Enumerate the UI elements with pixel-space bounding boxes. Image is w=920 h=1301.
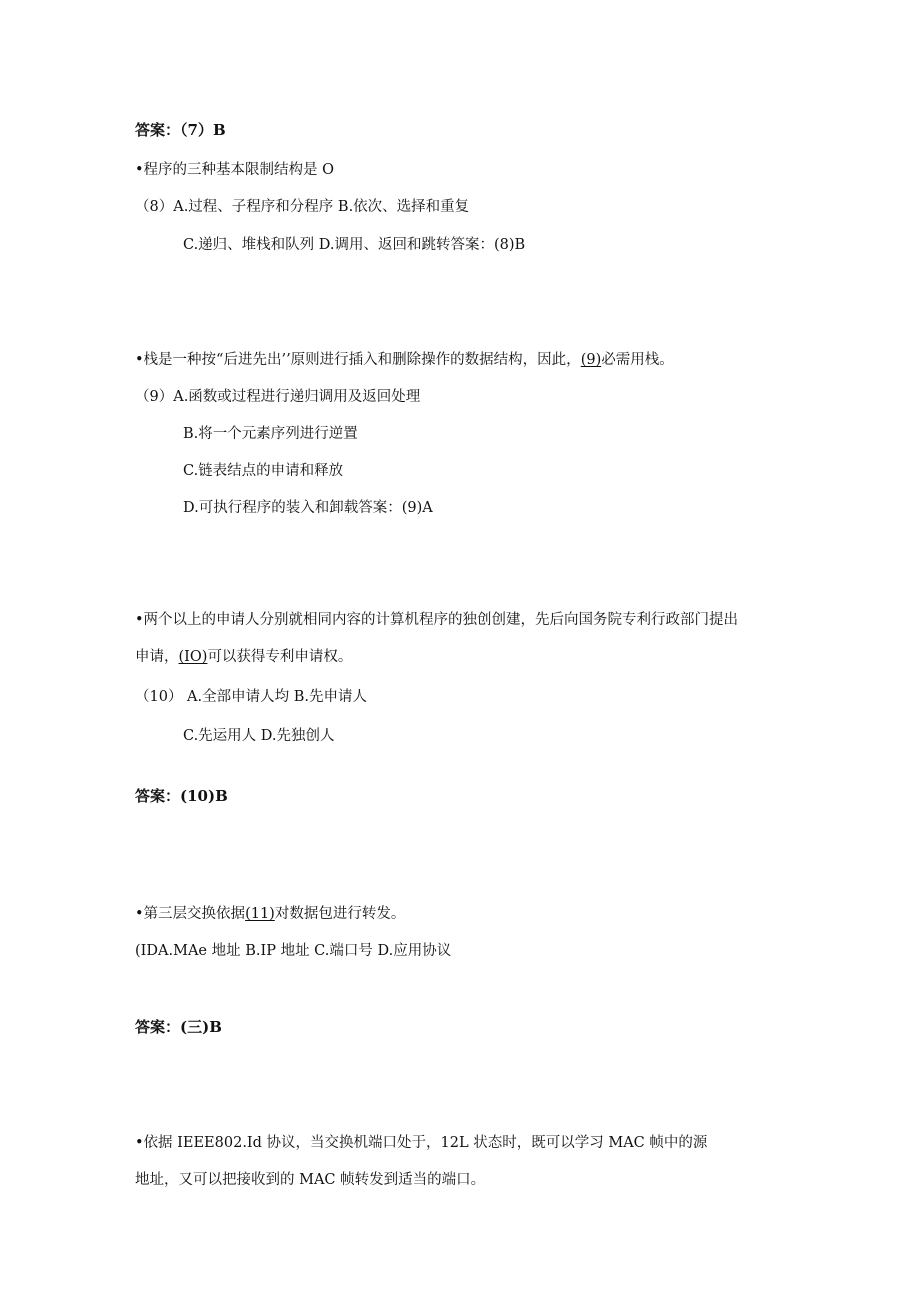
question-10-stem-line2 [135, 648, 352, 666]
question-8-options-line2: C.递归、堆栈和队列 D.调用、返回和跳转答案：(8)B [183, 237, 526, 253]
question-10-blank: (IO) [178, 649, 208, 665]
question-11-stem-text: •第三层交换依据 [135, 906, 246, 922]
question-9-option-a: （9）A.函数或过程进行递归调用及返回处理 [135, 389, 421, 405]
answer-7: 答案：（7）B [135, 121, 226, 139]
question-10-stem-line1: •两个以上的申请人分别就相同内容的计算机程序的独创创建，先后向国务院专利行政部门提出 [135, 612, 739, 628]
question-11-options: (IDA.MAe 地址 B.IP 地址 C.端口号 D.应用协议 [135, 943, 452, 959]
question-8-options-line1: （8）A.过程、子程序和分程序 B.依次、选择和重复 [135, 199, 470, 215]
answer-11: 答案：(三)B [135, 1018, 222, 1036]
question-10-options-line2: C.先运用人 D.先独创人 [183, 728, 335, 744]
answer-10: 答案：(10)B [135, 787, 228, 805]
question-9-option-c: C.链表结点的申请和释放 [183, 463, 344, 479]
question-11-stem [135, 905, 405, 923]
question-9-option-d: D.可执行程序的装入和卸载答案：(9)A [183, 500, 433, 516]
question-10-stem-text: 申请， [135, 649, 179, 665]
question-9-stem-tail: 必需用栈。 [601, 352, 674, 368]
question-9-option-b: B.将一个元素序列进行逆置 [183, 426, 358, 442]
question-9-stem [135, 351, 674, 369]
question-10-options-line1: （10） A.全部申请人均 B.先申请人 [135, 689, 368, 705]
question-10-stem-tail: 可以获得专利申请权。 [207, 649, 353, 665]
question-12-stem-line2: 地址，又可以把接收到的 MAC 帧转发到适当的端口。 [135, 1172, 486, 1188]
question-11-blank: (11) [245, 906, 275, 922]
question-11-stem-tail: 对数据包进行转发。 [274, 906, 406, 922]
question-9-stem-text: •栈是一种按“后进先出’’原则进行插入和删除操作的数据结构，因此， [135, 352, 581, 368]
question-12-stem-line1: •依据 IEEE802.Id 协议，当交换机端口处于，12L 状态时，既可以学习 MAC 帧中的源 [135, 1135, 708, 1151]
question-9-blank: (9) [580, 352, 602, 368]
question-8-stem: •程序的三种基本限制结构是 O [135, 162, 335, 178]
